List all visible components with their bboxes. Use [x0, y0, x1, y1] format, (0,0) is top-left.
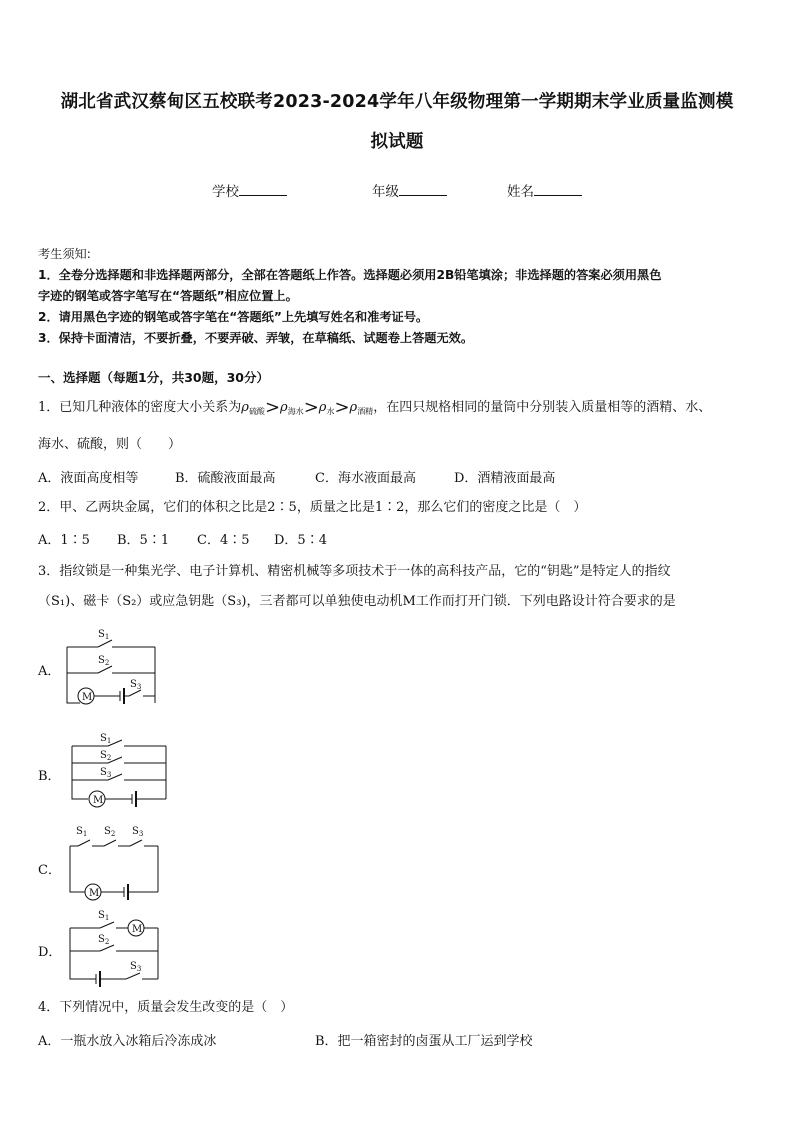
q3-option-a-label[interactable]: A． [38, 664, 61, 679]
switch-label-s1: $S_1$ [100, 733, 112, 745]
q1-suffix: ，在四只规格相同的量筒中分别装入质量相等的酒精、水、 [373, 400, 712, 415]
name-label: 姓名 [507, 184, 534, 200]
school-field[interactable] [212, 180, 287, 200]
rho-subscript: 海水 [287, 407, 304, 416]
circuit-diagram-b [66, 730, 196, 815]
notice-item: 3．保持卡面清洁，不要折叠，不要弄破、弄皱，在草稿纸、试题卷上答题无效。 [38, 331, 474, 345]
greater-than: > [264, 397, 281, 418]
name-field[interactable] [507, 180, 582, 200]
q1-line2: 海水、硫酸，则（ ） [38, 437, 182, 452]
section-heading: 一、选择题（每题1分，共30题，30分） [38, 370, 269, 385]
switch-label-s2: $S_2$ [104, 826, 116, 838]
exam-notice [38, 244, 768, 349]
q3-option-b-label[interactable]: B． [38, 769, 61, 784]
circuit-diagram-c [66, 822, 196, 907]
student-info-fields [0, 180, 794, 202]
q1-option-a[interactable]: A．液面高度相等 [38, 471, 139, 486]
notice-item: 1．全卷分选择题和非选择题两部分，全部在答题纸上作答。选择题必须用2B铅笔填涂；非选择题的答案必须用黑色 [38, 268, 662, 282]
rho-subscript: 水 [326, 407, 335, 416]
question-4: 4．下列情况中，质量会发生改变的是（ ） [38, 1000, 294, 1015]
motor-label: M [82, 692, 93, 703]
circuit-diagram-a [62, 625, 192, 710]
exam-title-line1: 湖北省武汉蔡甸区五校联考2023-2024学年八年级物理第一学期期末学业质量监测模 [60, 92, 734, 112]
rho-symbol: ρ [349, 400, 358, 415]
school-label: 学校 [212, 184, 239, 200]
question-3-line1: 3．指纹锁是一种集光学、电子计算机、精密机械等多项技术于一体的高科技产品，它的“钥匙”是特定人的指纹 [38, 564, 671, 579]
motor-label: M [93, 795, 104, 806]
q1-option-d[interactable]: D．酒精液面最高 [454, 471, 556, 486]
greater-than: > [334, 397, 350, 418]
exam-title-line2: 拟试题 [370, 132, 424, 152]
q2-option-b[interactable]: B．5∶1 [117, 533, 170, 548]
q2-option-d[interactable]: D．5∶4 [274, 533, 327, 548]
switch-label-s1: $S_1$ [98, 910, 110, 922]
q4-option-a[interactable]: A．一瓶水放入冰箱后冷冻成冰 [38, 1034, 217, 1049]
switch-label-s2: $S_2$ [100, 750, 112, 762]
q3-option-c-label[interactable]: C． [38, 863, 61, 878]
switch-label-s2: $S_2$ [98, 934, 110, 946]
rho-symbol: ρ [241, 400, 249, 415]
q2-option-c[interactable]: C．4∶5 [197, 533, 250, 548]
q1-prefix: 1．已知几种液体的密度大小关系为 [38, 400, 242, 415]
switch-label-s3: $S_3$ [130, 961, 142, 973]
rho-subscript: 硫酸 [248, 407, 265, 416]
q1-option-b[interactable]: B．硫酸液面最高 [175, 471, 276, 486]
switch-label-s3: $S_3$ [100, 767, 112, 779]
greater-than: > [303, 397, 319, 418]
notice-item: 2．请用黑色字迹的钢笔或答字笔在“答题纸”上先填写姓名和准考证号。 [38, 310, 429, 324]
q2-option-a[interactable]: A．1∶5 [38, 533, 90, 548]
question-3-line2: （S₁)、磁卡（S₂）或应急钥匙（S₃)，三者都可以单独使电动机M工作而打开门锁．下列电路设计符合要求的是 [38, 594, 676, 609]
motor-label: M [132, 924, 143, 935]
rho-symbol: ρ [318, 400, 327, 415]
question-1 [38, 397, 768, 423]
q3-option-d-label[interactable]: D． [38, 945, 62, 960]
rho-subscript: 酒精 [357, 407, 374, 416]
grade-label: 年级 [372, 184, 399, 200]
notice-heading: 考生须知: [38, 247, 91, 261]
question-2: 2．甲、乙两块金属，它们的体积之比是2∶5，质量之比是1∶2，那么它们的密度之比是（ ） [38, 500, 587, 515]
rho-symbol: ρ [280, 400, 288, 415]
switch-label-s2: $S_2$ [98, 655, 110, 667]
switch-label-s3: $S_3$ [130, 679, 142, 691]
circuit-diagram-d [66, 905, 196, 990]
q1-option-c[interactable]: C．海水液面最高 [315, 471, 416, 486]
q4-option-b[interactable]: B．把一箱密封的卤蛋从工厂运到学校 [315, 1034, 533, 1049]
grade-field[interactable] [372, 180, 447, 200]
switch-label-s1: $S_1$ [76, 826, 88, 838]
notice-item: 字迹的钢笔或答字笔写在“答题纸”相应位置上。 [38, 289, 298, 303]
switch-label-s1: $S_1$ [98, 629, 110, 641]
motor-label: M [89, 888, 100, 899]
switch-label-s3: $S_3$ [132, 826, 144, 838]
